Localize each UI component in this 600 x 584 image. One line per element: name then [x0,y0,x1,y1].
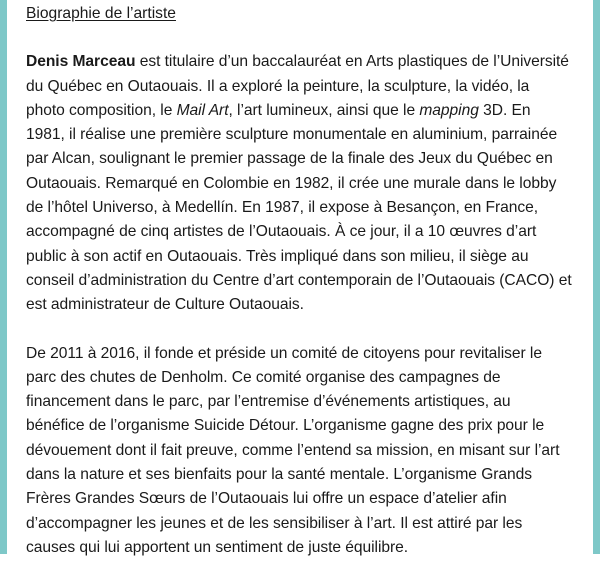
paragraph-1-text-b: , l’art lumineux, ainsi que le [228,101,420,119]
biography-heading: Biographie de l’artiste [26,5,176,22]
biography-paragraph-2: De 2011 à 2016, il fonde et préside un comité de citoyens pour revitaliser le parc des chutes de Denholm. Ce comité organise des campagnes de financement dans le parc, par l’entremise d’événements artistiques, au bénéfice de l’organisme Suicide Détour. L’organisme gagne des prix pour le dévouement dont il fait preuve, comme l’entend sa mission, en misant sur l’art dans la nature et ses bienfaits pour la santé mentale. L’organisme Grands Frères Grandes Sœurs de l’Outaouais lui offre un espace d’atelier afin d’accompagner les jeunes et de les sensibiliser à l’art. Il est attiré par les causes qui lui apportent un sentiment de juste équilibre. [26,344,560,556]
paragraph-1-text-a: est titulaire d’un baccalauréat en Arts plastiques de l’Université du Québec en Outaouais. Il a exploré la peinture, la sculpture, la vidéo, la photo composition, le [26,53,569,119]
biography-paragraph-1 [26,50,572,317]
left-frame-border [0,0,7,554]
artist-biography [26,2,572,584]
right-frame-border [593,0,600,554]
paragraph-1-text-c: 3D. En 1981, il réalise une première sculpture monumentale en aluminium, parrainée par Alcan, soulignant le premier passage de la finale des Jeux du Québec en Outaouais. Remarqué en Colombie en 1982, il crée une murale dans le lobby de l’hôtel Universo, à Medellín. En 1987, il expose à Besançon, en France, accompagné de cinq artistes de l’Outaouais. À ce jour, il a 10 œuvres d’art public à son actif en Outaouais. Très impliqué dans son milieu, il siège au conseil d’administration du Centre d’art contemporain de l’Outaouais (CACO) et est administrateur de Culture Outaouais. [26,101,572,314]
mail-art-term: Mail Art [176,101,229,119]
artist-name: Denis Marceau [26,53,136,71]
mapping-term: mapping [419,101,479,119]
